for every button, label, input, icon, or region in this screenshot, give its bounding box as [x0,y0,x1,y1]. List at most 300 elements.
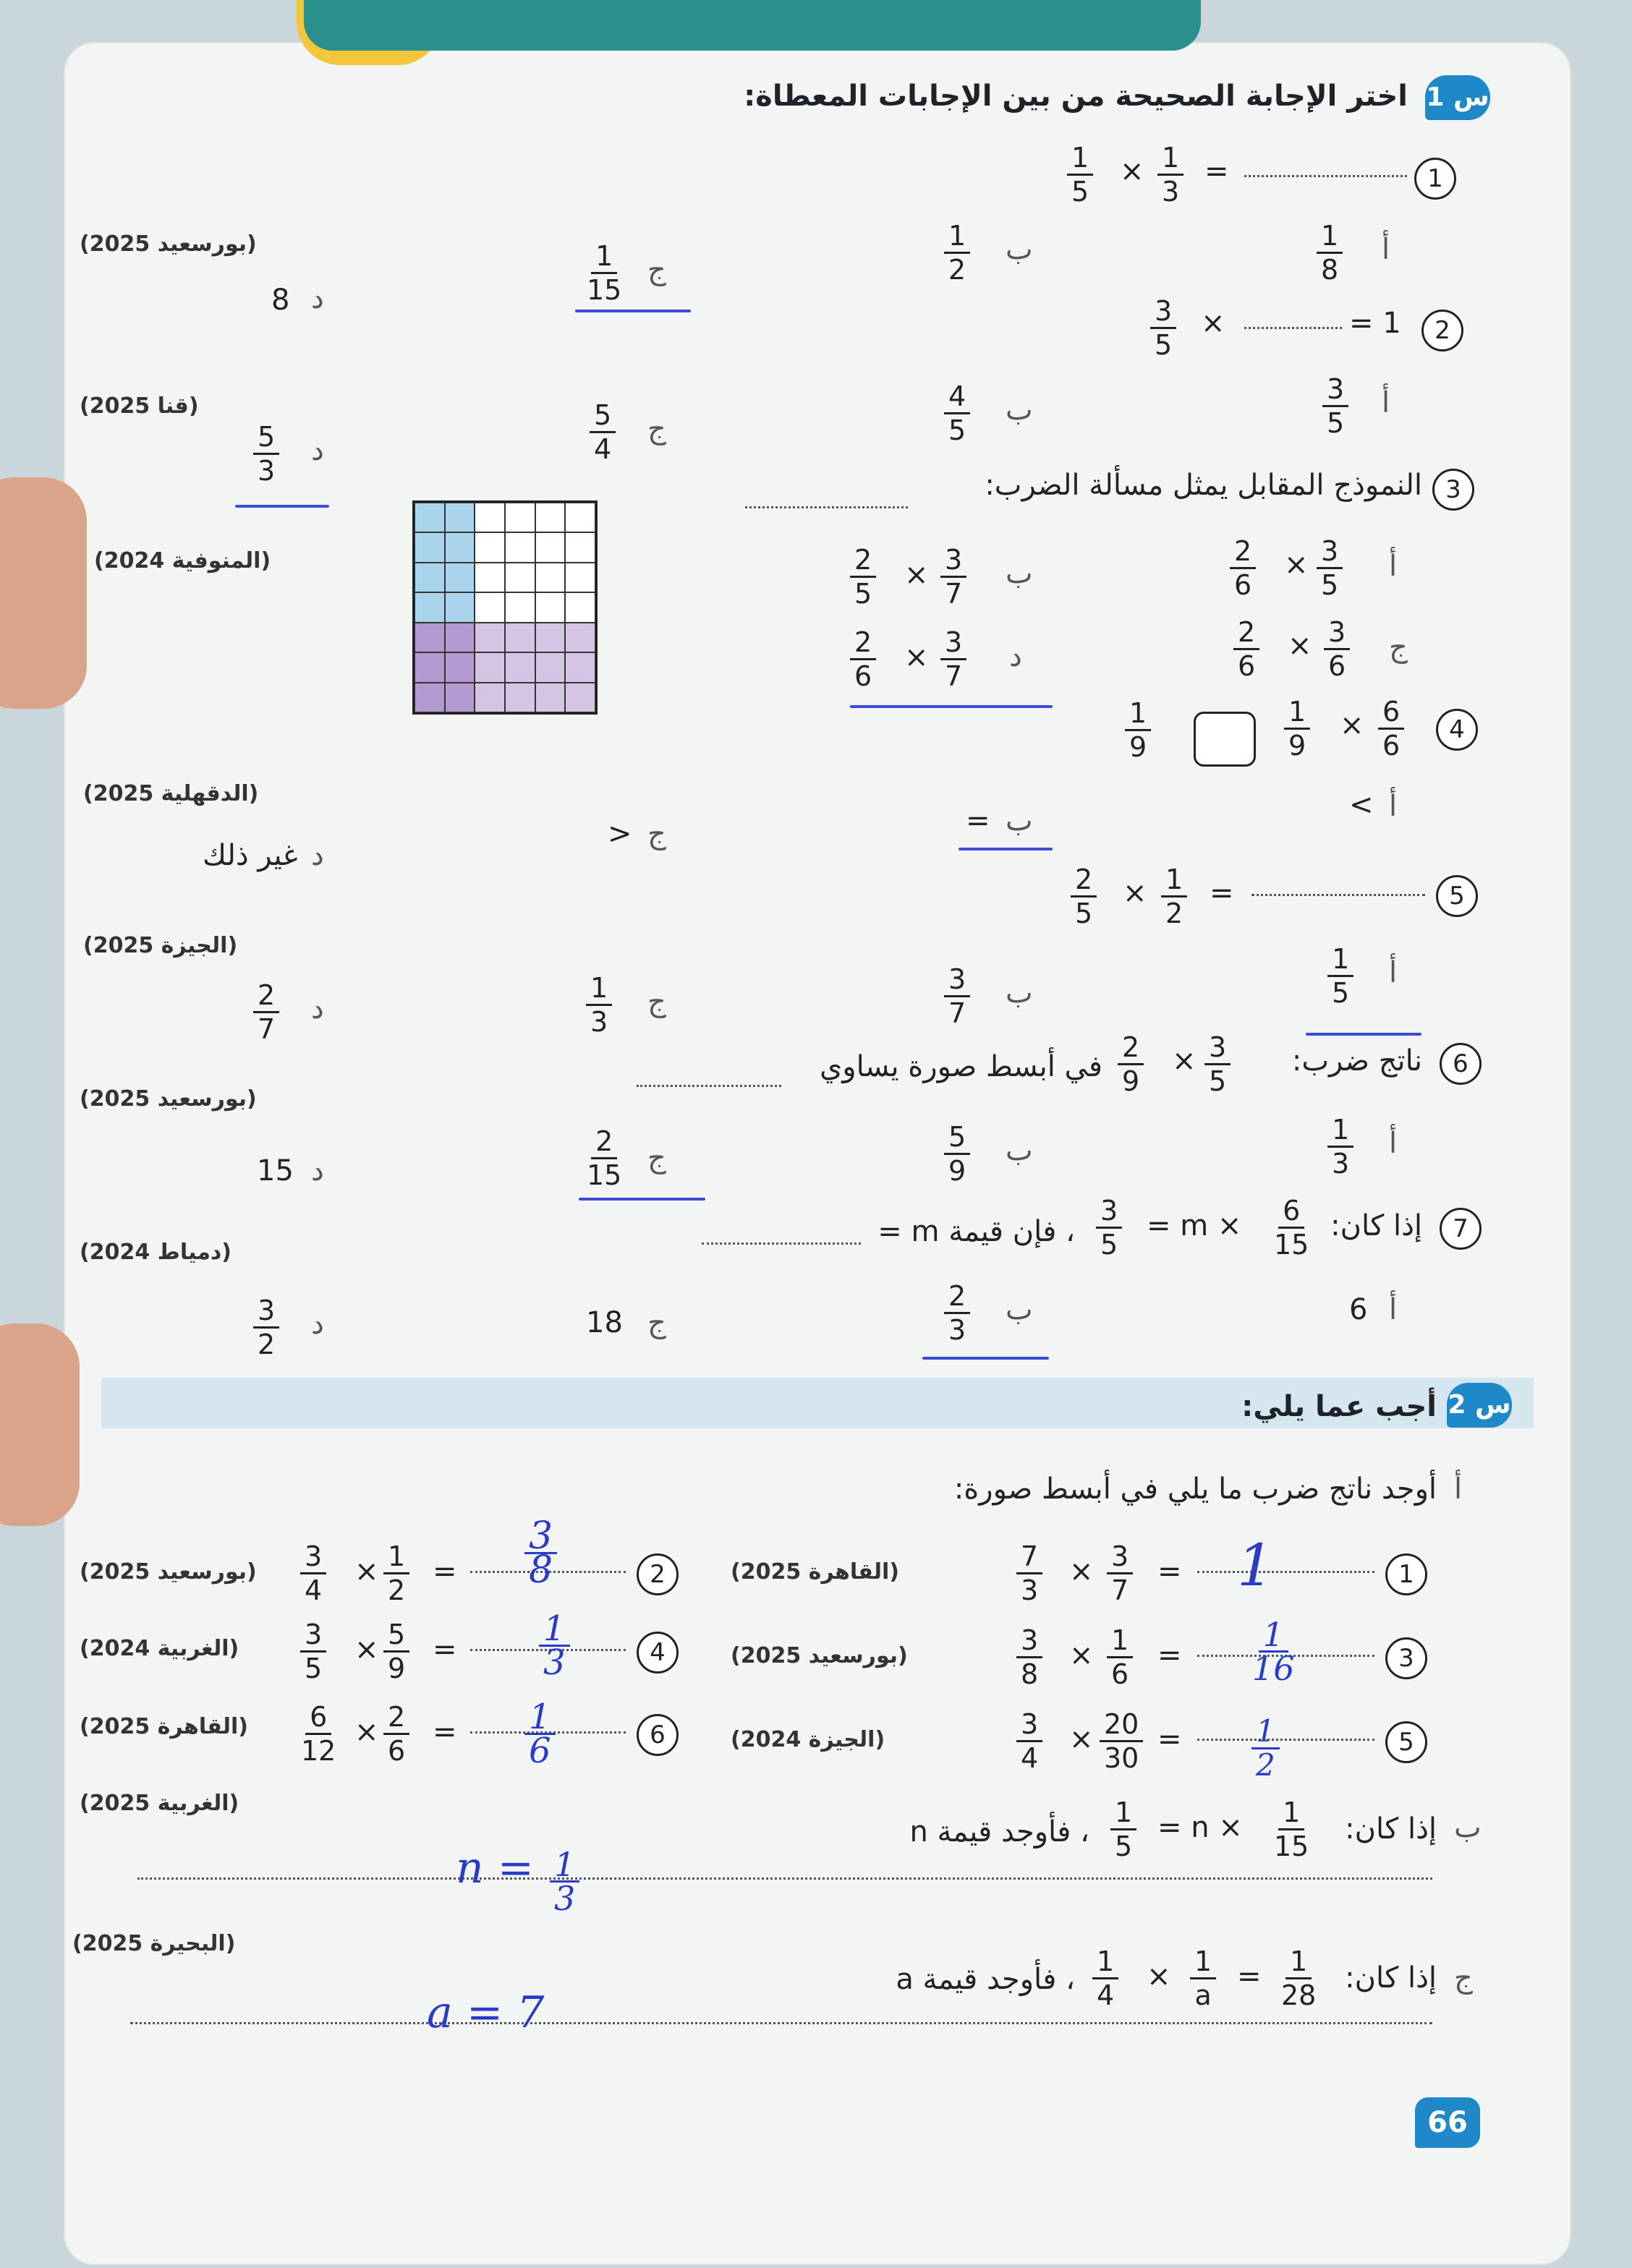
top-banner [304,0,1201,51]
numerator: 5 [253,421,279,455]
grid-cell [475,503,505,532]
numerator: 1 [1285,1945,1312,1979]
option-label[interactable]: ج [647,985,666,1018]
option-label[interactable]: ج [647,817,666,850]
fraction [383,1619,409,1684]
numerator: 1 [1317,220,1343,254]
section1-title: اختر الإجابة الصحيحة من بين الإجابات المعطاة: [744,80,1408,113]
option-label[interactable]: د [311,992,324,1026]
q4-number: 4 [1436,709,1478,751]
fraction [1071,864,1097,929]
year-tag: (القاهرة 2025) [731,1559,899,1585]
option-label[interactable]: ب [1006,1293,1033,1326]
numerator: 3 [300,1540,326,1574]
handwritten-underline [922,1357,1049,1360]
denominator: 28 [1281,1979,1317,2011]
numerator: 1 [1157,142,1183,176]
denominator: a [1194,1979,1212,2011]
option-label[interactable]: أ [1389,550,1398,583]
handwritten-underline [235,505,329,508]
numerator: 1 [524,1701,556,1735]
fraction [1317,535,1343,601]
denominator: 15 [1274,1229,1309,1261]
option-b-value: = [966,804,990,837]
year-tag: (بورسعيد 2025) [80,231,257,257]
option-a-fraction [1327,943,1353,1009]
option-c-fraction [582,1125,626,1191]
denominator: 6 [388,1735,406,1767]
q7-number: 7 [1440,1208,1482,1250]
q7-text-end: ، فإن قيمة m = [877,1215,1075,1248]
fraction [1067,142,1093,208]
numerator: 6 [1378,696,1404,730]
numerator: 3 [1150,295,1176,329]
grid-cell [565,563,595,592]
equals-sign: = [1157,1723,1182,1756]
part-b-text-end: ، فأوجد قيمة n [909,1815,1089,1849]
handwritten-answer [1248,1615,1299,1688]
finger [0,1323,80,1526]
numerator: 3 [1107,1540,1133,1574]
fraction [1284,696,1310,762]
equals-sign: = [433,1555,457,1588]
denominator: 3 [590,1006,608,1038]
numerator: 2 [944,1280,970,1314]
numerator: 3 [1016,1624,1042,1658]
part-label: أ [1454,1472,1463,1506]
denominator: 3 [1162,176,1180,208]
section1-badge: س 1 [1425,75,1490,120]
grid-cell [445,503,475,532]
denominator: 3 [554,1879,576,1918]
option-label[interactable]: ب [1006,393,1033,427]
denominator: 5 [1321,569,1339,601]
fraction [1016,1624,1042,1690]
fraction [383,1540,409,1606]
numerator: 2 [850,626,876,660]
denominator: 9 [948,1155,966,1187]
year-tag: (بورسعيد 2025) [80,1559,257,1585]
denominator: 5 [305,1653,323,1684]
denominator: 7 [948,997,966,1029]
option-label[interactable]: د [311,1308,324,1341]
numerator: 1 [550,1849,579,1883]
fraction [1100,1708,1143,1774]
option-label[interactable]: د [311,1154,324,1188]
option-d-value: 8 [271,284,290,317]
fraction [850,626,876,692]
option-label[interactable]: ب [1006,557,1033,590]
grid-cell [505,683,535,712]
denominator: 15 [587,274,622,306]
q6-number: 6 [1440,1043,1482,1085]
fraction [1016,1540,1042,1606]
denominator: 3 [1332,1148,1350,1180]
numerator: 1 [1259,1619,1288,1653]
fraction [1233,616,1259,682]
option-label[interactable]: أ [1389,956,1398,989]
answer-blank [1197,1739,1374,1741]
year-tag: (البحيرة 2025) [72,1931,236,1956]
fraction [1277,1945,1320,2011]
grid-cell [535,623,566,652]
numerator: 2 [1118,1031,1144,1065]
grid-cell [445,623,475,652]
option-label[interactable]: أ [1389,1127,1398,1160]
year-tag: (القاهرة 2025) [80,1714,248,1739]
option-b-fraction [944,380,970,446]
option-b-fraction [944,963,970,1029]
year-tag: (قنا 2025) [80,393,199,419]
denominator: 7 [258,1013,276,1045]
numerator: 1 [1327,943,1353,977]
grid-cell [535,683,566,712]
fraction [1270,1796,1313,1862]
year-tag: (المنوفية 2024) [94,548,271,574]
grid-cell [565,592,595,622]
numerator: 1 [1278,1796,1304,1830]
denominator: 5 [1332,977,1350,1009]
denominator: 5 [948,414,966,446]
grid-cell [415,532,445,562]
denominator: 5 [1155,329,1173,361]
q3-text: النموذج المقابل يمثل مسألة الضرب: [985,469,1422,502]
denominator: 7 [945,660,963,692]
q1-number: 1 [1414,158,1456,200]
times-sign: × [904,641,929,674]
year-tag: (بورسعيد 2025) [731,1643,908,1668]
numerator: 1 [1125,697,1151,731]
numerator: 2 [591,1125,617,1159]
times-sign: × [1147,1960,1171,1993]
numerator: 3 [253,1295,279,1329]
numerator: 3 [1322,373,1348,407]
grid-cell [445,563,475,592]
numerator: 2 [383,1701,409,1735]
numerator: 3 [940,626,966,660]
option-a-fraction [1317,220,1343,286]
grid-cell [565,652,595,682]
grid-cell [535,503,566,532]
handwritten-answer [550,1845,579,1918]
denominator: 7 [1111,1574,1129,1606]
item-number: 2 [637,1553,679,1595]
numerator: 3 [940,544,966,578]
q5-number: 5 [1436,875,1478,917]
grid-cell [445,652,475,682]
year-tag: (الدقهلية 2025) [83,781,259,806]
equals-sign: = [433,1715,457,1749]
item-number: 1 [1385,1553,1427,1595]
handwritten-underline [575,310,691,312]
denominator: 8 [529,1548,553,1592]
handwritten-underline [959,848,1053,850]
times-sign: × [1172,1044,1197,1078]
denominator: 30 [1104,1742,1139,1774]
numerator: 2 [253,979,279,1013]
numerator: 1 [586,972,612,1006]
answer-line [130,2022,1432,2024]
grid-cell [415,683,445,712]
times-sign: × [1340,709,1364,742]
page-number: 66 [1415,2097,1480,2148]
numerator: 5 [590,399,616,433]
option-label[interactable]: د [311,839,324,872]
grid-cell [415,652,445,682]
grid-cell [445,532,475,562]
equation-rhs: = 1 [1349,307,1401,340]
times-sign: × [354,1555,379,1588]
grid-cell [505,532,535,562]
denominator: 15 [1274,1830,1309,1862]
answer-blank [1251,894,1425,896]
option-label[interactable]: أ [1382,233,1390,266]
fraction [1204,1031,1231,1097]
denominator: 6 [1328,650,1346,682]
grid-cell [415,592,445,622]
denominator: 2 [1165,898,1183,929]
denominator: 6 [1234,569,1252,601]
equals-sign: = [1157,1639,1182,1672]
year-tag: (الغربية 2025) [80,1791,239,1816]
fraction [300,1619,326,1684]
section2-title: أجب عما يلي: [1241,1390,1437,1423]
year-tag: (دمياط 2024) [80,1240,232,1265]
numerator: 1 [1327,1114,1353,1148]
fraction [940,544,966,610]
grid-cell [475,683,505,712]
comparison-box[interactable] [1194,712,1256,767]
denominator: 2 [258,1329,276,1360]
option-label[interactable]: ب [1006,1134,1033,1167]
numerator: 4 [944,380,970,414]
numerator: 1 [944,220,970,254]
part-a-text: أوجد ناتج ضرب ما يلي في أبسط صورة: [953,1472,1437,1506]
denominator: 3 [1021,1574,1039,1606]
grid-cell [505,503,535,532]
equals-sign: = [1204,155,1229,188]
denominator: 5 [1100,1229,1118,1261]
finger [0,477,87,709]
option-a-fraction [1327,1114,1353,1180]
times-sign: × [354,1715,379,1749]
equation-middle: = m × [1147,1209,1242,1242]
denominator: 3 [543,1642,566,1683]
numerator: 1 [1251,1715,1280,1749]
fraction [850,544,876,610]
grid-cell [565,623,595,652]
denominator: 5 [854,578,872,610]
grid-cell [415,563,445,592]
grid-cell [445,592,475,622]
grid-cell [445,683,475,712]
option-label[interactable]: ج [1389,631,1408,664]
fraction [1107,1624,1133,1690]
option-c-fraction [582,240,626,306]
fraction [1016,1708,1042,1774]
item-number: 6 [637,1714,679,1756]
grid-cell [535,532,566,562]
numerator: 1 [1107,1624,1133,1658]
option-label[interactable]: د [1009,640,1022,673]
option-label[interactable]: ج [647,1306,666,1339]
times-sign: × [1123,877,1147,910]
denominator: 2 [948,254,966,286]
option-d-value: 15 [257,1154,294,1188]
fraction [1161,864,1187,929]
numerator: 3 [1324,616,1350,650]
denominator: 4 [305,1574,323,1606]
numerator: 2 [1071,864,1097,898]
section2-badge: س 2 [1447,1383,1512,1428]
grid-cell [475,563,505,592]
denominator: 16 [1252,1649,1295,1688]
option-c-fraction [586,972,612,1038]
grid-cell [415,503,445,532]
answer-blank [1197,1571,1374,1573]
fraction [1378,696,1404,762]
denominator: 12 [301,1735,336,1767]
option-label[interactable]: ج [647,253,666,286]
item-number: 4 [637,1632,679,1674]
option-label[interactable]: أ [1382,386,1390,419]
option-b-fraction [944,1280,970,1346]
numerator: 5 [944,1121,970,1155]
fraction [1270,1195,1313,1261]
option-label[interactable]: أ [1389,1293,1398,1326]
fraction [297,1701,340,1767]
numerator: 1 [1284,696,1310,730]
grid-cell [565,683,595,712]
denominator: 3 [258,455,276,487]
numerator: 1 [1161,864,1187,898]
denominator: 6 [529,1731,551,1771]
answer-blank [702,1242,861,1245]
denominator: 9 [1288,730,1306,762]
option-label[interactable]: أ [1389,790,1398,823]
denominator: 15 [587,1159,622,1191]
option-c-value: > [608,817,632,850]
times-sign: × [1288,629,1312,662]
option-c-fraction [590,399,616,465]
equals-sign: = [1157,1555,1182,1588]
handwritten-answer: n = [456,1843,534,1893]
numerator: 1 [383,1540,409,1574]
grid-cell [475,532,505,562]
numerator: 2 [850,544,876,578]
numerator: 3 [1204,1031,1231,1065]
numerator: 3 [1317,535,1343,569]
part-label: ج [1454,1961,1473,1995]
fraction [940,626,966,692]
denominator: 5 [1075,898,1093,929]
times-sign: × [1120,155,1144,188]
denominator: 9 [1129,731,1147,763]
denominator: 4 [1097,1979,1115,2011]
times-sign: × [354,1633,379,1666]
year-tag: (الجيزة 2024) [731,1727,885,1752]
year-tag: (الغربية 2024) [80,1636,239,1661]
numerator: 2 [1230,535,1256,569]
option-d-fraction [253,979,279,1045]
option-b-fraction [944,220,970,286]
option-label[interactable]: ب [1006,976,1033,1010]
part-c-text-start: إذا كان: [1345,1961,1437,1995]
option-a-fraction [1322,373,1348,439]
fraction [1118,1031,1144,1097]
numerator: 5 [383,1619,409,1653]
option-label[interactable]: ج [647,1141,666,1174]
handwritten-underline [1306,1033,1421,1036]
fraction [383,1701,409,1767]
times-sign: × [1069,1723,1094,1756]
fraction [1107,1540,1133,1606]
part-c-text-end: ، فأوجد قيمة a [896,1963,1075,1996]
denominator: 4 [1021,1742,1039,1774]
times-sign: × [1201,307,1225,340]
numerator: 2 [1233,616,1259,650]
grid-cell [415,623,445,652]
numerator: 1 [1110,1796,1136,1830]
numerator: 3 [524,1520,557,1554]
q2-number: 2 [1421,310,1463,351]
answer-blank [1244,327,1342,329]
fraction [1096,1195,1122,1261]
denominator: 7 [945,578,963,610]
option-label[interactable]: د [311,434,324,467]
numerator: 3 [944,963,970,997]
option-a-value: 6 [1349,1293,1368,1326]
fraction [1125,697,1151,763]
denominator: 9 [388,1653,406,1684]
numerator: 6 [305,1701,331,1735]
times-sign: × [1069,1555,1094,1588]
equals-sign: = [1210,877,1234,910]
handwritten-answer [539,1608,570,1683]
denominator: 6 [1238,650,1256,682]
option-label[interactable]: د [311,282,324,315]
denominator: 5 [1209,1065,1227,1097]
fraction [1150,295,1176,361]
denominator: 6 [1111,1658,1129,1690]
numerator: 1 [591,240,617,274]
handwritten-underline [850,705,1053,708]
equation-middle: = n × [1157,1811,1243,1844]
grid-cell [535,592,566,622]
option-label[interactable]: ب [1006,804,1033,837]
fraction [300,1540,326,1606]
answer-blank [745,506,908,508]
option-label[interactable]: ب [1006,233,1033,266]
grid-cell [475,652,505,682]
fraction [1324,616,1350,682]
denominator: 8 [1321,254,1339,286]
denominator: 2 [388,1574,406,1606]
fraction [1092,1945,1118,2011]
numerator: 1 [539,1613,570,1647]
fraction [1157,142,1183,208]
option-d-fraction [253,1295,279,1360]
option-label[interactable]: ج [647,412,666,446]
numerator: 20 [1100,1708,1143,1742]
grid-cell [505,623,535,652]
fraction [1230,535,1256,601]
denominator: 5 [1115,1830,1133,1862]
part-b-text-start: إذا كان: [1345,1812,1437,1846]
grid-cell [565,503,595,532]
grid-cell [535,563,566,592]
handwritten-answer [1251,1715,1280,1781]
